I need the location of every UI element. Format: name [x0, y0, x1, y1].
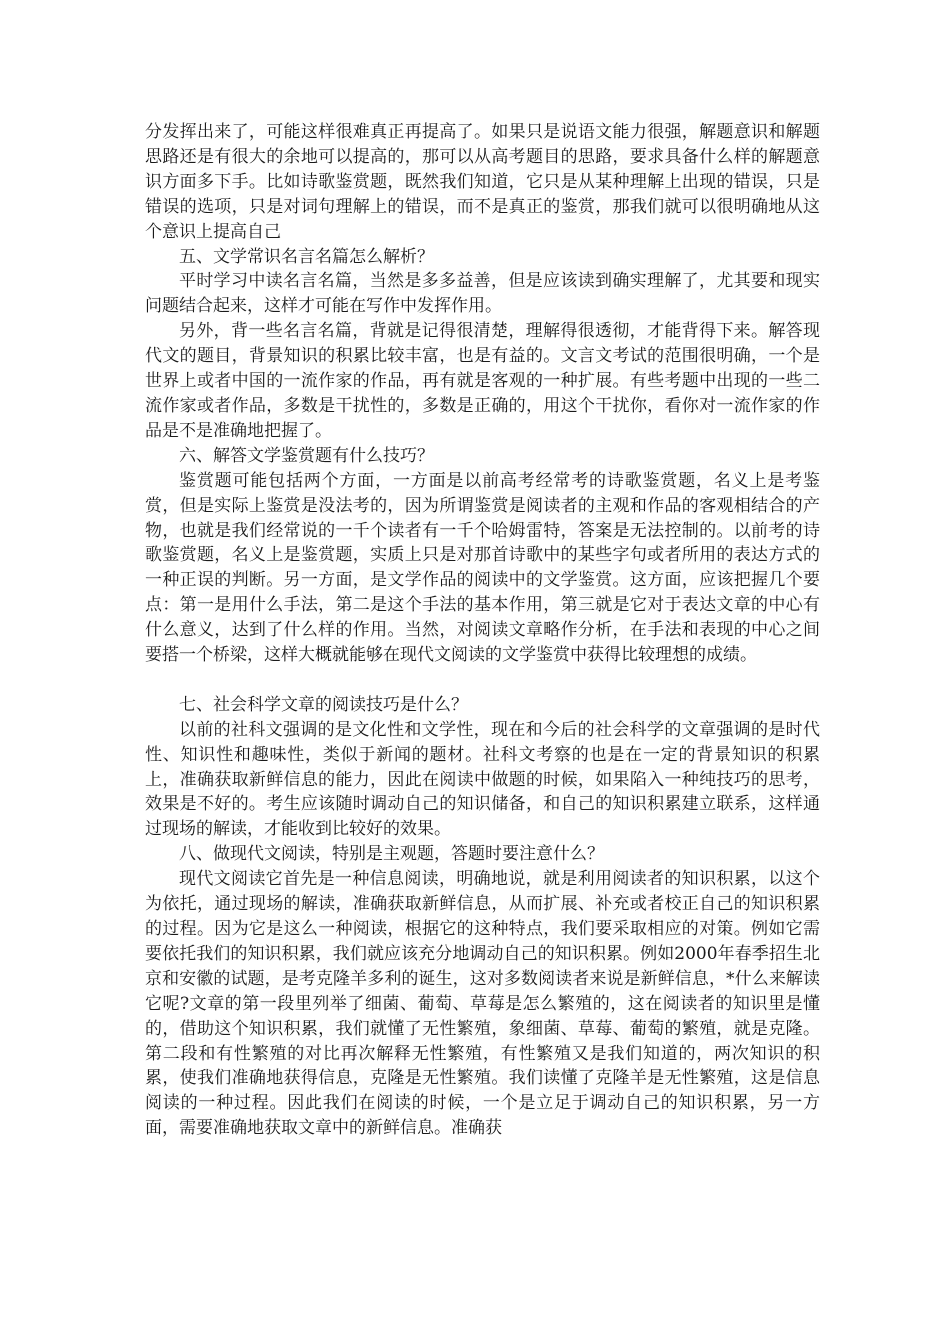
- paragraph: 另外，背一些名言名篇，背就是记得很清楚，理解得很透彻，才能背得下来。解答现代文的题目，背景知识的积累比较丰富，也是有益的。文言文考试的范围很明确，一个是世界上或者中国的一流作家的作品，再有就是客观的一种扩展。有些考题中出现的一些二流作家或者作品，多数是干扰性的，多数是正确的，用这个干扰你，看你对一流作家的作品是不是准确地把握了。: [145, 321, 820, 441]
- paragraph-continuation: 分发挥出来了，可能这样很难真正再提高了。如果只是说语文能力很强，解题意识和解题思路还是有很大的余地可以提高的，那可以从高考题目的思路，要求具备什么样的解题意识方面多下手。比如诗歌鉴赏题，既然我们知道，它只是从某种理解上出现的错误，只是错误的选项，只是对词句理解上的错误，而不是真正的鉴赏，那我们就可以很明确地从这个意识上提高自己: [145, 122, 820, 242]
- section-heading-6: 六、解答文学鉴赏题有什么技巧？: [179, 445, 434, 466]
- paragraph: 现代文阅读它首先是一种信息阅读，明确地说，就是利用阅读者的知识积累，以这个为依托，通过现场的解读，准确获取新鲜信息，从而扩展、补充或者校正自己的知识积累的过程。因为它是这么一种阅读，根据它的这种特点，我们要采取相应的对策。例如它需要依托我们的知识积累，我们就应该充分地调动自己的知识积累。例如2000年春季招生北京和安徽的试题，是考克隆羊多利的诞生，这对多数阅读者来说是新鲜信息，*什么来解读它呢?文章的第一段里列举了细菌、葡萄、草莓是怎么繁殖的，这在阅读者的知识里是懂的，借助这个知识积累，我们就懂了无性繁殖，象细菌、草莓、葡萄的繁殖，就是克隆。第二段和有性繁殖的对比再次解释无性繁殖，有性繁殖又是我们知道的，两次知识的积累，使我们准确地获得信息，克隆是无性繁殖。我们读懂了克隆羊是无性繁殖，这是信息阅读的一种过程。因此我们在阅读的时候，一个是立足于调动自己的知识积累，另一方面，需要准确地获取文章中的新鲜信息。准确获: [145, 869, 820, 1139]
- section-heading-8: 八、做现代文阅读，特别是主观题，答题时要注意什么？: [179, 844, 604, 865]
- paragraph: 以前的社科文强调的是文化性和文学性，现在和今后的社会科学的文章强调的是时代性、知识性和趣味性，类似于新闻的题材。社科文考察的也是在一定的背景知识的积累上，准确获取新鲜信息的能力，因此在阅读中做题的时候，如果陷入一种纯技巧的思考，效果是不好的。考生应该随时调动自己的知识储备，和自己的知识积累建立联系，这样通过现场的解读，才能收到比较好的效果。: [145, 719, 820, 840]
- section-heading-7: 七、社会科学文章的阅读技巧是什么？: [179, 694, 468, 715]
- paragraph: 平时学习中读名言名篇，当然是多多益善，但是应该读到确实理解了，尤其要和现实问题结合起来，这样才可能在写作中发挥作用。: [145, 271, 820, 317]
- paragraph: 鉴赏题可能包括两个方面，一方面是以前高考经常考的诗歌鉴赏题，名义上是考鉴赏，但是实际上鉴赏是没法考的，因为所谓鉴赏是阅读者的主观和作品的客观相结合的产物，也就是我们经常说的一千个读者有一千个哈姆雷特，答案是无法控制的。以前考的诗歌鉴赏题，名义上是鉴赏题，实质上只是对那首诗歌中的某些字句或者所用的表达方式的一种正误的判断。另一方面，是文学作品的阅读中的文学鉴赏。这方面，应该把握几个要点：第一是用什么手法，第二是这个手法的基本作用，第三就是它对于表达文章的中心有什么意义，达到了什么样的作用。当然，对阅读文章略作分析，在手法和表现的中心之间要搭一个桥梁，这样大概就能够在现代文阅读的文学鉴赏中获得比较理想的成绩。: [145, 470, 820, 666]
- blank-line: [145, 668, 820, 693]
- section-heading-5: 五、文学常识名言名篇怎么解析？: [179, 246, 434, 267]
- document-body: [145, 120, 820, 1141]
